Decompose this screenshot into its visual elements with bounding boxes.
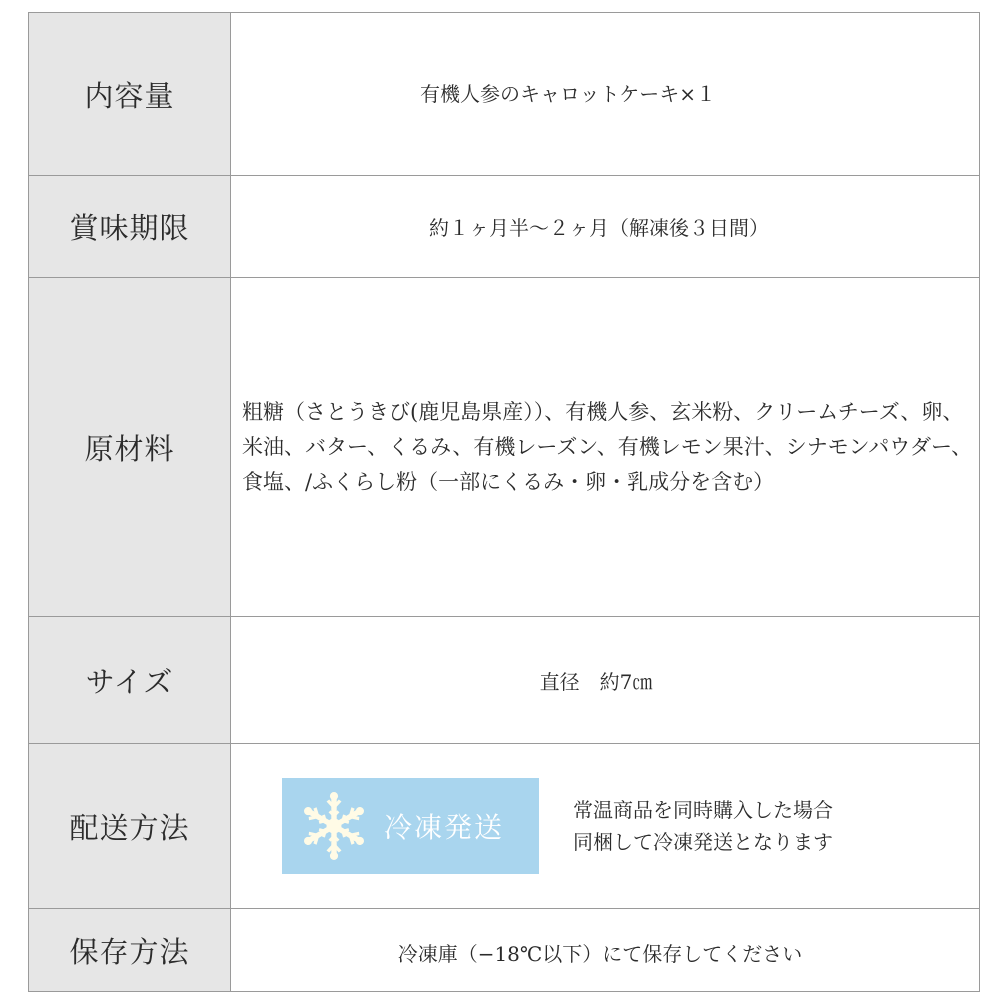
spec-value-storage-cell bbox=[231, 909, 980, 992]
shipping-note bbox=[573, 794, 833, 858]
spec-row-shipping bbox=[29, 744, 980, 909]
spec-value-ingredients: 粗糖（さとうきび(鹿児島県産））、有機人参、玄米粉、クリームチーズ、卵、米油、バター、くるみ、有機レーズン、有機レモン果汁、シナモンパウダー、食塩、/ふくらし粉（一部にくるみ・卵・乳成分を含む） bbox=[231, 278, 980, 617]
spec-value-contents-cell bbox=[231, 13, 980, 176]
spec-value-contents: 有機人参のキャロットケーキ×１ bbox=[420, 81, 716, 106]
snowflake-icon bbox=[300, 792, 368, 860]
spec-label-size: サイズ bbox=[29, 617, 231, 744]
snowflake-icon-graphic bbox=[300, 792, 368, 860]
spec-row-shelf-life bbox=[29, 176, 980, 278]
shipping-note-line-1: 常温商品を同時購入した場合 bbox=[573, 798, 833, 822]
spec-label-shelf-life: 賞味期限 bbox=[29, 176, 231, 278]
spec-row-storage bbox=[29, 909, 980, 992]
spec-value-shipping bbox=[231, 744, 980, 909]
spec-value-storage: 冷凍庫（−18℃以下）にて保存してください bbox=[397, 941, 803, 966]
shipping-content bbox=[231, 778, 979, 874]
spec-row-ingredients bbox=[29, 278, 980, 617]
frozen-shipping-badge bbox=[282, 778, 539, 874]
spec-label-shipping: 配送方法 bbox=[29, 744, 231, 909]
product-spec-table bbox=[28, 12, 980, 992]
frozen-shipping-badge-text: 冷凍発送 bbox=[384, 811, 505, 844]
spec-value-size-cell bbox=[231, 617, 980, 744]
spec-row-size bbox=[29, 617, 980, 744]
spec-value-shelf-life-cell bbox=[231, 176, 980, 278]
spec-label-storage: 保存方法 bbox=[29, 909, 231, 992]
spec-value-shelf-life: 約１ヶ月半～２ヶ月（解凍後３日間） bbox=[429, 216, 769, 240]
shipping-note-line-2: 同梱して冷凍発送となります bbox=[573, 830, 833, 854]
spec-value-size: 直径 約7㎝ bbox=[539, 669, 653, 694]
spec-label-contents: 内容量 bbox=[29, 13, 231, 176]
spec-row-contents bbox=[29, 13, 980, 176]
spec-label-ingredients: 原材料 bbox=[29, 278, 231, 617]
